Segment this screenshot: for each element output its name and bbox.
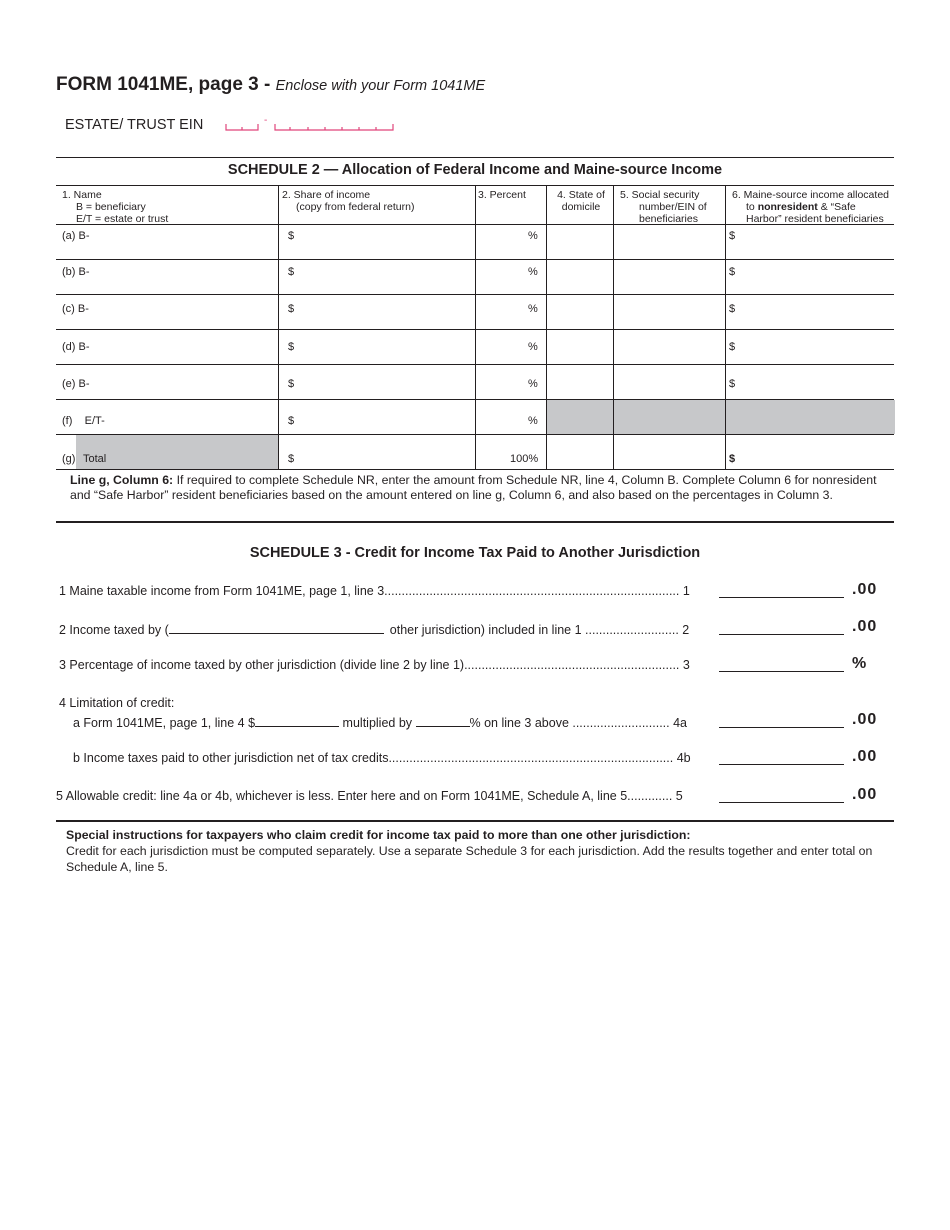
line4a-label: a Form 1041ME, page 1, line 4 $ multiplied by % on line 3 above ............................ 4a <box>73 716 687 730</box>
line4a-input[interactable] <box>719 727 844 728</box>
line2-label: 2 Income taxed by ( other jurisdiction) included in line 1 ........................... 2 <box>59 623 690 637</box>
line3-input[interactable] <box>719 671 844 672</box>
line5-cents: .00 <box>852 786 878 803</box>
row-g-shaded-name <box>76 435 278 469</box>
ein-input[interactable] <box>222 115 397 134</box>
schedule2-top-rule <box>56 157 894 158</box>
col3-header: 3. Percent <box>478 189 526 201</box>
schedule2-title: SCHEDULE 2 — Allocation of Federal Income and Maine-source Income <box>227 162 723 178</box>
col4-header: 4. State of domicile <box>557 189 605 213</box>
line4-amount-input[interactable] <box>255 714 339 727</box>
line1-cents: .00 <box>852 581 878 598</box>
line4b-label: b Income taxes paid to other jurisdiction net of tax credits.................................................................................. 4b <box>73 751 691 765</box>
form-title: FORM 1041ME, page 3 - Enclose with your Form 1041ME <box>56 74 486 95</box>
line4a-cents: .00 <box>852 711 878 728</box>
line2-input[interactable] <box>719 634 844 635</box>
line-g-note: Line g, Column 6: If required to complete Schedule NR, enter the amount from Schedule NR, line 4, Column B. Complete Column 6 for nonresident and “Safe Harbor” resident beneficiaries based on the amount entered on line g, Column 6, and also based on the percentages in Column 3. <box>70 473 877 502</box>
special-divider <box>56 820 894 822</box>
line4b-cents: .00 <box>852 748 878 765</box>
line5-label: 5 Allowable credit: line 4a or 4b, whichever is less. Enter here and on Form 1041ME, Schedule A, line 5............. 5 <box>56 789 683 803</box>
line3-percent: % <box>852 655 868 672</box>
line2-cents: .00 <box>852 618 878 635</box>
line3-label: 3 Percentage of income taxed by other jurisdiction (divide line 2 by line 1).............................................................. 3 <box>59 658 690 672</box>
col1-header: 1. Name B = beneficiary E/T = estate or trust <box>62 189 169 225</box>
line4-label: 4 Limitation of credit: <box>59 696 175 710</box>
line3-percent-input[interactable] <box>416 714 470 727</box>
line1-label: 1 Maine taxable income from Form 1041ME, page 1, line 3..................................................................................... 1 <box>59 584 690 598</box>
ein-label: ESTATE/ TRUST EIN <box>65 117 204 133</box>
col5-header: 5. Social security number/EIN of beneficiaries <box>620 189 707 225</box>
line4b-input[interactable] <box>719 764 844 765</box>
schedule3-title: SCHEDULE 3 - Credit for Income Tax Paid to Another Jurisdiction <box>249 545 701 561</box>
row-f-shaded-cells <box>547 400 895 434</box>
form-subtitle: Enclose with your Form 1041ME <box>275 78 486 94</box>
section-divider <box>56 521 894 523</box>
col2-header: 2. Share of income (copy from federal return) <box>282 189 415 213</box>
jurisdiction-input[interactable] <box>169 621 384 634</box>
line1-input[interactable] <box>719 597 844 598</box>
line5-input[interactable] <box>719 802 844 803</box>
special-instructions: Special instructions for taxpayers who claim credit for income tax paid to more than one other jurisdiction: Credit for each jurisdiction must be computed separately. Use a separate Schedule 3 for each jurisdiction. Add the results together and enter total on Schedule A, line 5. <box>66 828 873 874</box>
ein-dash: - <box>264 115 268 126</box>
ein-box-guides <box>222 118 397 134</box>
col6-header: 6. Maine-source income allocated to nonresident & “Safe Harbor” resident beneficiaries <box>732 189 889 225</box>
